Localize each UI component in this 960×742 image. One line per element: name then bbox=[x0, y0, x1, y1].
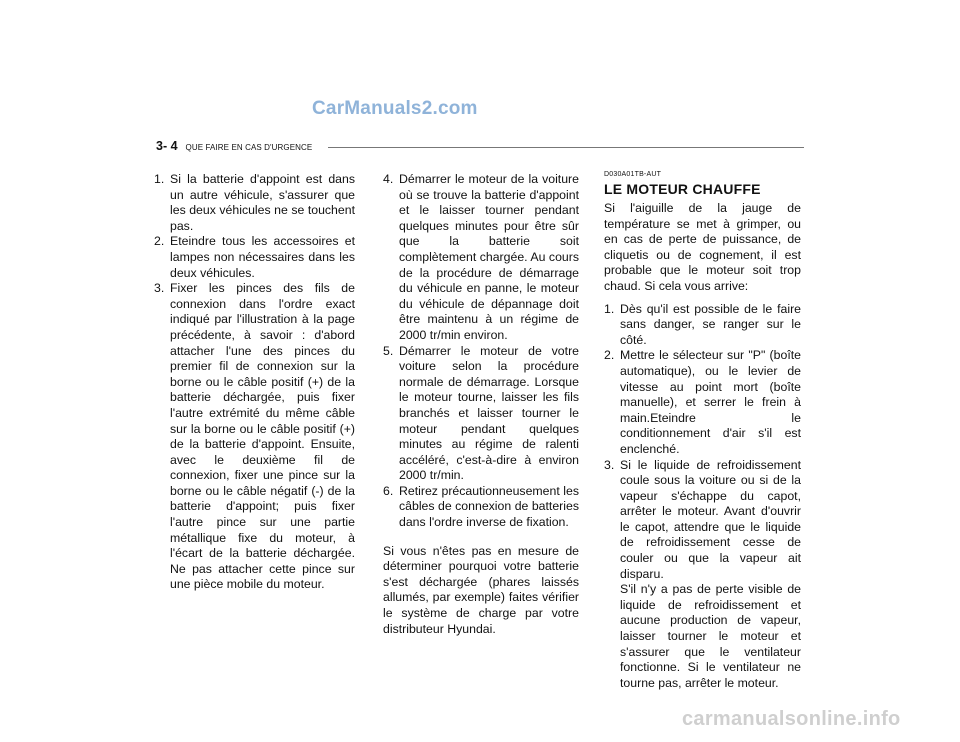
item-number: 5. bbox=[383, 343, 394, 358]
list-item bbox=[154, 172, 355, 234]
watermark-logo-bottom[interactable]: carmanualsonline.info bbox=[682, 708, 901, 730]
item-number: 2. bbox=[154, 234, 165, 249]
list-item bbox=[604, 302, 801, 349]
item-number: 1. bbox=[154, 172, 165, 186]
list-item bbox=[383, 172, 579, 344]
item-continuation-text: S'il n'y a pas de perte visible de liquide de refroidissement et aucune production de vapeur, laisser tourner le moteur et s'assurer que le ventilateur fonctionne. Si le ventilateur ne tourne pas, arrêter le moteur. bbox=[620, 582, 801, 690]
steps-list-1 bbox=[154, 172, 355, 593]
page-number: 3- 4 bbox=[156, 139, 178, 153]
item-number: 4. bbox=[383, 172, 394, 186]
list-item bbox=[154, 281, 355, 593]
section-heading: LE MOTEUR CHAUFFE bbox=[604, 181, 761, 197]
watermark-logo-top[interactable]: CarManuals2.com bbox=[312, 98, 478, 119]
item-text: Fixer les pinces des fils de connexion dans l'ordre exact indiqué par l'illustration à la page précédente, à savoir : d'abord attacher l'une des pinces du premier fil de connexion sur la borne ou le câble positif (+) de la batterie déchargée, puis fixer l'autre extrémité du même câble sur la borne ou le câble positif (+) de la batterie d'appoint. Ensuite, avec le deuxième fil de connexion, fixer une pince sur la borne ou le câble négatif (-) de la batterie d'appoint; puis fixer l'autre pince sur une partie métallique fixe du moteur, à l'écart de la batterie déchargée. Ne pas attacher cette pince sur une pièce mobile du moteur. bbox=[170, 281, 355, 592]
column-right bbox=[604, 170, 801, 691]
header-divider bbox=[328, 147, 804, 148]
item-number: 3. bbox=[154, 281, 165, 296]
spacer bbox=[604, 295, 801, 302]
item-number: 3. bbox=[604, 457, 615, 472]
column-middle bbox=[383, 172, 579, 637]
steps-list-3 bbox=[604, 302, 801, 692]
item-text: Si le liquide de refroidissement coule sous la voiture ou si de la vapeur s'échappe du capot, arrêter le moteur. Avant d'ouvrir le capot, attendre que le liquide de refroidissement cesse de couler ou que la vapeur ait disparu. bbox=[620, 457, 801, 581]
column-left bbox=[154, 172, 355, 593]
section-code: D030A01TB-AUT bbox=[604, 171, 662, 178]
list-item bbox=[383, 344, 579, 484]
section-title: QUE FAIRE EN CAS D'URGENCE bbox=[185, 143, 313, 152]
item-number: 6. bbox=[383, 483, 394, 498]
list-item bbox=[383, 484, 579, 531]
steps-list-2 bbox=[383, 172, 579, 531]
item-text: Retirez précautionneusement les câbles de connexion de batteries dans l'ordre inverse de fixation. bbox=[399, 483, 579, 530]
item-text: Démarrer le moteur de votre voiture selon la procédure normale de démarrage. Lorsque le moteur tourne, laisser les fils branchés et laisser tourner le moteur pendant quelques minutes au régime de ralenti accéléré, c'est-à-dire à environ 2000 tr/min. bbox=[399, 343, 579, 483]
spacer bbox=[383, 531, 579, 544]
list-item bbox=[604, 348, 801, 457]
page-header bbox=[156, 139, 312, 153]
intro-paragraph: Si l'aiguille de la jauge de température se met à grimper, ou en cas de perte de puissance, de cliquetis ou de cognement, il est probable que le moteur soit trop chaud. Si cela vous arrive: bbox=[604, 201, 801, 293]
item-text: Démarrer le moteur de la voiture où se trouve la batterie d'appoint et le laisser tourner pendant quelques minutes pour être sûr que la batterie soit complètement chargée. Au cours de la procédure de démarrage du véhicule en panne, le moteur du véhicule de dépannage doit être maintenu à un régime de 2000 tr/min environ. bbox=[399, 172, 579, 342]
list-item bbox=[604, 458, 801, 692]
item-text: Mettre le sélecteur sur "P" (boîte automatique), ou le levier de vitesse au point mort (boîte manuelle), et serrer le frein à main.Eteindre le conditionnement d'air s'il est enclenché. bbox=[620, 348, 801, 456]
item-number: 2. bbox=[604, 348, 615, 363]
item-number: 1. bbox=[604, 301, 615, 316]
battery-note-paragraph: Si vous n'êtes pas en mesure de déterminer pourquoi votre batterie s'est déchargée (phares laissés allumés, par exemple) faites vérifier le système de charge par votre distributeur Hyundai. bbox=[383, 543, 579, 636]
item-text: Eteindre tous les accessoires et lampes non nécessaires dans les deux véhicules. bbox=[170, 234, 355, 280]
list-item bbox=[154, 234, 355, 281]
item-text: Si la batterie d'appoint est dans un autre véhicule, s'assurer que les deux véhicules ne se touchent pas. bbox=[170, 172, 355, 233]
item-text: Dès qu'il est possible de le faire sans danger, se ranger sur le côté. bbox=[620, 301, 801, 347]
